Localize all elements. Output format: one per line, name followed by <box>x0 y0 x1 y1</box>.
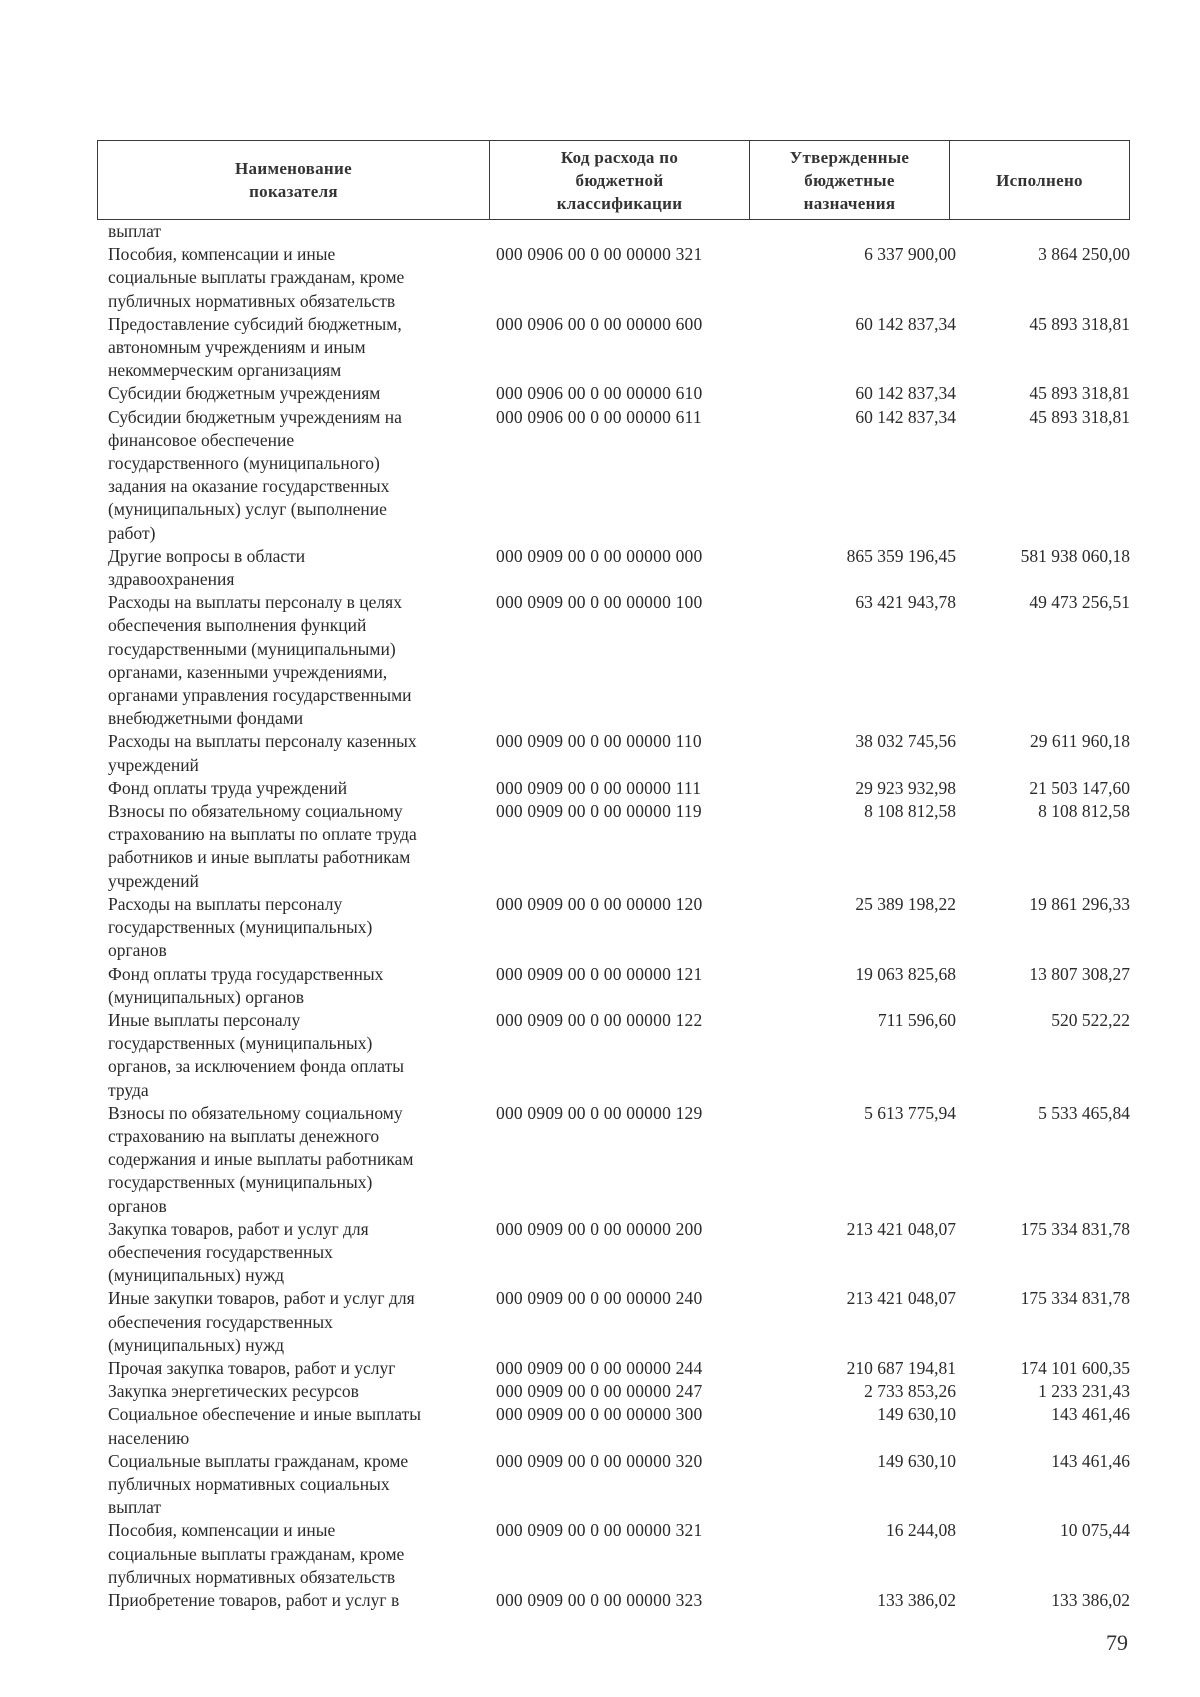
row-name: Пособия, компенсации и иные социальные выплаты гражданам, кроме публичных нормативных обязательств <box>108 244 405 311</box>
row-code: 000 0909 00 0 00 00000 119 <box>496 801 702 822</box>
table-row <box>108 545 1130 591</box>
row-code: 000 0906 00 0 00 00000 321 <box>496 244 703 265</box>
table-row <box>108 1450 1130 1520</box>
row-approved: 133 386,02 <box>877 1589 956 1610</box>
row-code: 000 0909 00 0 00 00000 111 <box>496 777 702 798</box>
row-executed: 143 461,46 <box>1051 1450 1130 1471</box>
row-executed: 19 861 296,33 <box>1029 893 1130 914</box>
table-row <box>108 220 1130 243</box>
row-name: Взносы по обязательному социальному страхованию на выплаты денежного содержания и иные выплаты работникам государственных (муниципальных) органов <box>108 1102 414 1216</box>
row-code: 000 0909 00 0 00 00000 200 <box>496 1218 703 1239</box>
row-code: 000 0906 00 0 00 00000 611 <box>496 406 702 427</box>
row-code: 000 0909 00 0 00 00000 110 <box>496 731 702 752</box>
row-name: Другие вопросы в области здравоохранения <box>108 545 306 590</box>
row-executed: 3 864 250,00 <box>1038 244 1130 265</box>
table-row <box>108 777 1130 800</box>
row-approved: 25 389 198,22 <box>855 893 956 914</box>
row-code: 000 0906 00 0 00 00000 600 <box>496 313 703 334</box>
row-name: Социальные выплаты гражданам, кроме публичных нормативных социальных выплат <box>108 1450 409 1518</box>
table-row <box>108 963 1130 1009</box>
row-name: выплат <box>108 221 162 241</box>
row-approved: 149 630,10 <box>877 1450 956 1471</box>
page-number: 79 <box>1106 1630 1128 1655</box>
table-row <box>108 1287 1130 1357</box>
row-approved: 149 630,10 <box>877 1404 956 1425</box>
row-code: 000 0909 00 0 00 00000 300 <box>496 1404 703 1425</box>
row-name: Социальное обеспечение и иные выплаты населению <box>108 1404 422 1448</box>
row-approved <box>766 220 956 243</box>
table-row <box>108 893 1130 963</box>
row-executed: 10 075,44 <box>1060 1520 1130 1541</box>
row-name: Пособия, компенсации и иные социальные выплаты гражданам, кроме публичных нормативных обязательств <box>108 1520 405 1587</box>
row-code: 000 0909 00 0 00 00000 100 <box>496 592 703 613</box>
row-approved: 29 923 932,98 <box>855 777 956 798</box>
row-executed: 520 522,22 <box>1051 1009 1130 1030</box>
table-row <box>108 1380 1130 1403</box>
row-name: Иные выплаты персоналу государственных (муниципальных) органов, за исключением фонда оплаты труда <box>108 1009 404 1100</box>
row-approved: 63 421 943,78 <box>855 592 956 613</box>
row-approved: 210 687 194,81 <box>846 1357 956 1378</box>
row-code: 000 0909 00 0 00 00000 247 <box>496 1381 703 1402</box>
table-row <box>108 1218 1130 1288</box>
row-name: Субсидии бюджетным учреждениям <box>108 383 381 404</box>
row-approved: 60 142 837,34 <box>855 313 956 334</box>
row-executed: 1 233 231,43 <box>1038 1381 1130 1402</box>
row-approved: 16 244,08 <box>886 1520 956 1541</box>
table-row <box>108 591 1130 730</box>
row-executed: 45 893 318,81 <box>1029 406 1130 427</box>
row-name: Приобретение товаров, работ и услуг в <box>108 1589 400 1610</box>
table-body <box>108 220 1130 1612</box>
row-executed: 13 807 308,27 <box>1029 963 1130 984</box>
row-name: Субсидии бюджетным учреждениям на финансовое обеспечение государственного (муниципального) задания на оказание государственных (муниципальных) услуг (выполнение работ) <box>108 406 402 543</box>
row-code: 000 0909 00 0 00 00000 129 <box>496 1102 703 1123</box>
row-approved: 6 337 900,00 <box>864 244 956 265</box>
row-approved: 19 063 825,68 <box>855 963 956 984</box>
row-executed: 133 386,02 <box>1051 1589 1130 1610</box>
row-executed: 8 108 812,58 <box>1038 801 1130 822</box>
row-approved: 38 032 745,56 <box>855 731 956 752</box>
table-row <box>108 243 1130 313</box>
row-approved: 60 142 837,34 <box>855 383 956 404</box>
table-row <box>108 1357 1130 1380</box>
row-executed: 174 101 600,35 <box>1020 1357 1130 1378</box>
row-code: 000 0909 00 0 00 00000 244 <box>496 1357 703 1378</box>
row-executed: 45 893 318,81 <box>1029 313 1130 334</box>
table-row <box>108 382 1130 405</box>
row-executed: 21 503 147,60 <box>1029 777 1130 798</box>
table-row <box>108 406 1130 545</box>
row-approved: 60 142 837,34 <box>855 406 956 427</box>
row-executed: 175 334 831,78 <box>1020 1288 1130 1309</box>
table-row <box>108 1009 1130 1102</box>
row-approved: 711 596,60 <box>877 1009 956 1030</box>
header-approved: Утвержденные бюджетные назначения <box>750 141 950 219</box>
row-approved: 865 359 196,45 <box>846 545 956 566</box>
row-approved: 2 733 853,26 <box>864 1381 956 1402</box>
row-approved: 213 421 048,07 <box>846 1288 956 1309</box>
row-approved: 5 613 775,94 <box>864 1102 956 1123</box>
row-code: 000 0909 00 0 00 00000 120 <box>496 893 703 914</box>
row-name: Предоставление субсидий бюджетным, автономным учреждениям и иным некоммерческим организациям <box>108 313 402 381</box>
row-name: Закупка энергетических ресурсов <box>108 1381 359 1402</box>
table-row <box>108 730 1130 776</box>
table-row <box>108 1102 1130 1218</box>
row-name: Иные закупки товаров, работ и услуг для обеспечения государственных (муниципальных) нужд <box>108 1288 415 1355</box>
table-row <box>108 313 1130 383</box>
header-executed: Исполнено <box>996 170 1083 190</box>
row-executed: 5 533 465,84 <box>1038 1102 1130 1123</box>
row-name: Расходы на выплаты персоналу государственных (муниципальных) органов <box>108 893 373 961</box>
row-code: 000 0909 00 0 00 00000 122 <box>496 1009 703 1030</box>
row-name: Фонд оплаты труда государственных (муниципальных) органов <box>108 963 384 1007</box>
row-code <box>496 220 766 243</box>
table-row <box>108 1519 1130 1589</box>
table-header <box>97 140 1130 220</box>
row-executed: 175 334 831,78 <box>1020 1218 1130 1239</box>
row-executed: 143 461,46 <box>1051 1404 1130 1425</box>
row-code: 000 0909 00 0 00 00000 320 <box>496 1450 703 1471</box>
row-executed: 49 473 256,51 <box>1029 592 1130 613</box>
row-approved: 8 108 812,58 <box>864 801 956 822</box>
row-code: 000 0909 00 0 00 00000 240 <box>496 1288 703 1309</box>
row-name: Взносы по обязательному социальному страхованию на выплаты по оплате труда работников и иные выплаты работникам учреждений <box>108 801 417 891</box>
row-code: 000 0906 00 0 00 00000 610 <box>496 383 703 404</box>
row-approved: 213 421 048,07 <box>846 1218 956 1239</box>
row-name: Фонд оплаты труда учреждений <box>108 777 348 798</box>
table-row <box>108 1589 1130 1612</box>
row-executed: 45 893 318,81 <box>1029 383 1130 404</box>
row-code: 000 0909 00 0 00 00000 323 <box>496 1589 703 1610</box>
table-row <box>108 1403 1130 1449</box>
row-code: 000 0909 00 0 00 00000 121 <box>496 963 703 984</box>
row-name: Расходы на выплаты персоналу в целях обеспечения выполнения функций государственными (муниципальными) органами, казенными учреждениями, органами управления государственными внебюджетными фондами <box>108 592 412 729</box>
table-row <box>108 800 1130 893</box>
row-code: 000 0909 00 0 00 00000 000 <box>496 545 703 566</box>
row-executed: 581 938 060,18 <box>1020 545 1130 566</box>
row-name: Прочая закупка товаров, работ и услуг <box>108 1357 396 1378</box>
row-name: Расходы на выплаты персоналу казенных учреждений <box>108 731 417 775</box>
row-name: Закупка товаров, работ и услуг для обеспечения государственных (муниципальных) нужд <box>108 1218 369 1286</box>
row-executed <box>956 220 1130 243</box>
header-name: Наименование показателя <box>98 141 490 219</box>
row-executed: 29 611 960,18 <box>1030 731 1130 752</box>
header-code: Код расхода по бюджетной классификации <box>490 141 750 219</box>
row-code: 000 0909 00 0 00 00000 321 <box>496 1520 703 1541</box>
